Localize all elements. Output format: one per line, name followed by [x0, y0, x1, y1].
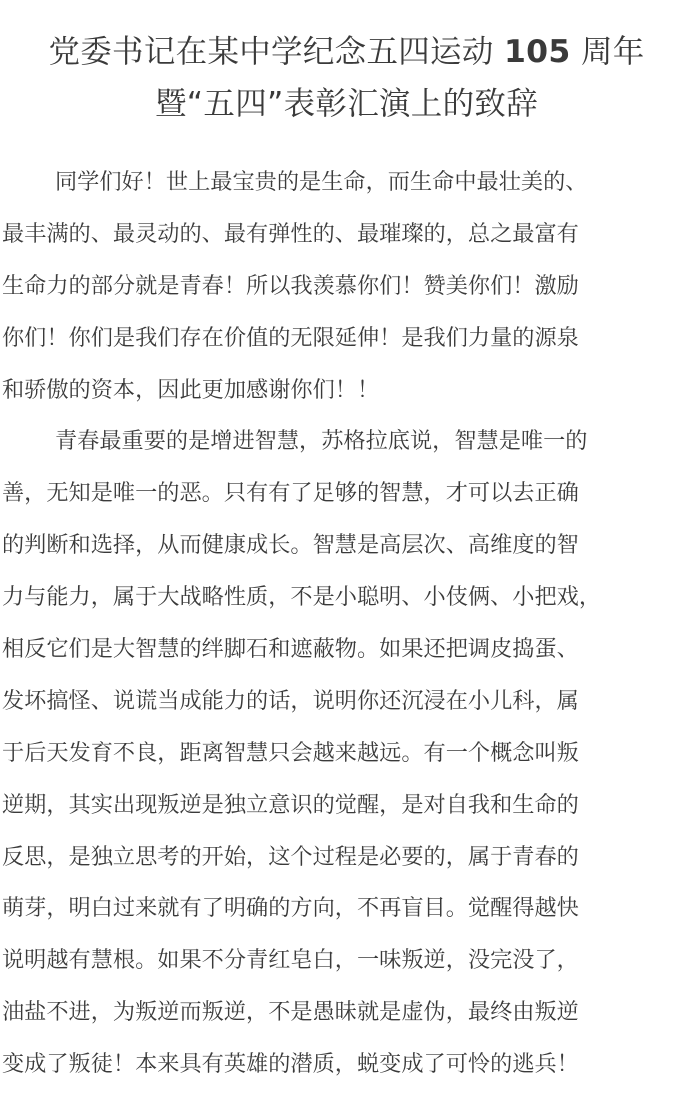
title-line-2: 暨“五四”表彰汇演上的致辞 — [154, 86, 539, 122]
paragraph-2 — [2, 416, 693, 1091]
paragraph-2-line-5: 相反它们是大智慧的绊脚石和遮蔽物。如果还把调皮捣蛋、 — [2, 636, 579, 663]
paragraph-2-line-13: 变成了叛徒！本来具有英雄的潜质，蜕变成了可怜的逃兵！ — [2, 1051, 579, 1078]
paragraph-1-line-1: 同学们好！世上最宝贵的是生命，而生命中最壮美的、 — [55, 169, 588, 195]
paragraph-2-line-7: 于后天发育不良，距离智慧只会越来越远。有一个概念叫叛 — [2, 739, 579, 766]
paragraph-1-line-2: 最丰满的、最灵动的、最有弹性的、最璀璨的，总之最富有 — [2, 220, 579, 247]
paragraph-2-line-2: 善，无知是唯一的恶。只有有了足够的智慧，才可以去正确 — [2, 480, 579, 507]
paragraph-2-line-6: 发坏搞怪、说谎当成能力的话，说明你还沉浸在小儿科，属 — [2, 687, 579, 714]
paragraph-2-line-1: 青春最重要的是增进智慧，苏格拉底说，智慧是唯一的 — [55, 428, 588, 455]
paragraph-2-line-10: 萌芽，明白过来就有了明确的方向，不再盲目。觉醒得越快 — [2, 895, 579, 922]
paragraph-1-line-5: 和骄傲的资本，因此更加感谢你们！！ — [2, 376, 380, 403]
paragraph-2-line-3: 的判断和选择，从而健康成长。智慧是高层次、高维度的智 — [2, 532, 579, 559]
paragraph-1 — [2, 157, 693, 416]
paragraph-2-line-4: 力与能力，属于大战略性质，不是小聪明、小伎俩、小把戏， — [2, 584, 602, 611]
paragraph-2-line-12: 油盐不进，为叛逆而叛逆，不是愚昧就是虚伪，最终由叛逆 — [2, 999, 579, 1026]
paragraph-2-line-8: 逆期，其实出现叛逆是独立意识的觉醒，是对自我和生命的 — [2, 791, 579, 818]
paragraph-2-line-9: 反思，是独立思考的开始，这个过程是必要的，属于青春的 — [2, 843, 579, 870]
title-line-1-suffix: 周年 — [570, 34, 645, 70]
paragraph-1-line-4: 你们！你们是我们存在价值的无限延伸！是我们力量的源泉 — [2, 324, 579, 351]
paragraph-2-line-11: 说明越有慧根。如果不分青红皂白，一味叛逆，没完没了， — [2, 947, 579, 974]
title-line-1-number: 105 — [503, 34, 571, 70]
paragraph-1-line-3: 生命力的部分就是青春！所以我羡慕你们！赞美你们！激励 — [2, 272, 579, 299]
title-line-1-prefix: 党委书记在某中学纪念五四运动 — [48, 34, 504, 70]
article-title — [0, 0, 693, 130]
title-line-1 — [0, 26, 693, 78]
article-body — [2, 157, 693, 1091]
